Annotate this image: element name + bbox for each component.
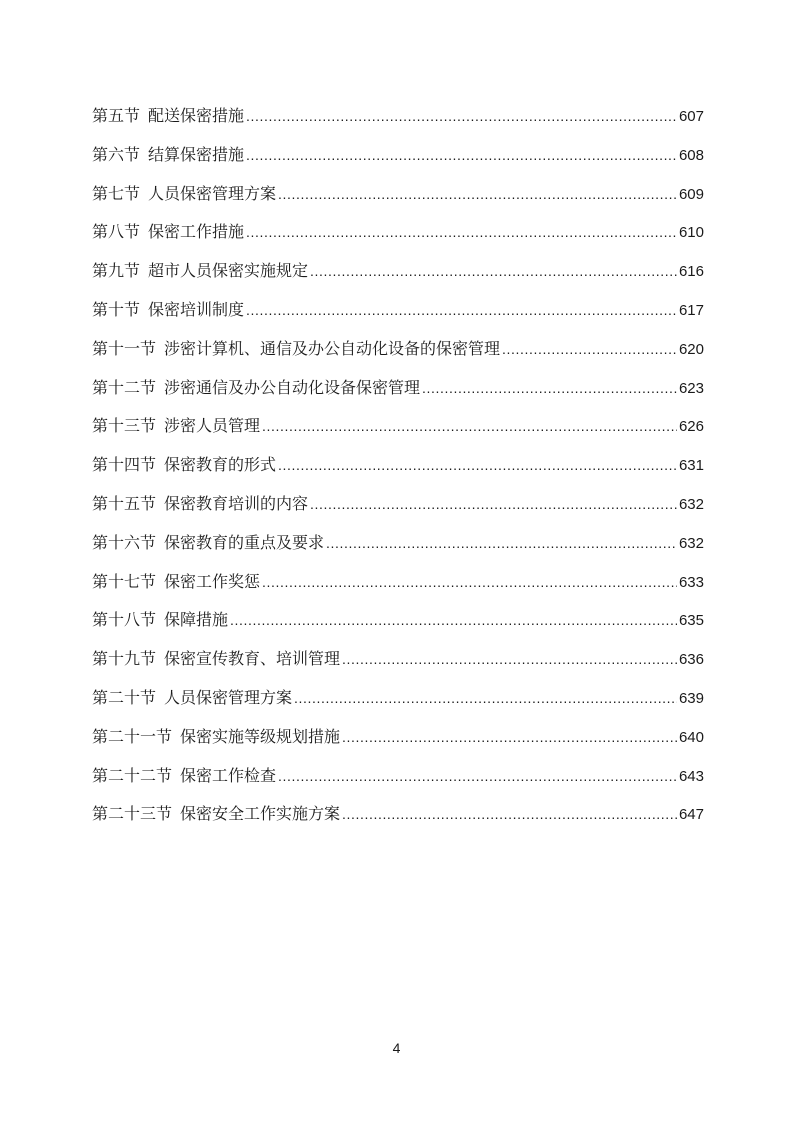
toc-page-number: 609 xyxy=(678,185,704,203)
toc-page-number: 643 xyxy=(678,767,704,785)
toc-entry[interactable] xyxy=(92,679,704,718)
toc-section-number: 第九节 xyxy=(92,261,141,281)
toc-dot-leader xyxy=(246,213,677,252)
toc-section-number: 第十四节 xyxy=(92,455,157,475)
toc-dot-leader xyxy=(278,446,677,485)
toc-section-number: 第七节 xyxy=(92,183,141,203)
toc-section-number: 第二十三节 xyxy=(92,804,173,824)
toc-title: 涉密通信及办公自动化设备保密管理 xyxy=(164,377,421,397)
table-of-contents xyxy=(92,97,704,834)
toc-title: 结算保密措施 xyxy=(148,144,245,164)
toc-entry[interactable] xyxy=(92,213,704,252)
toc-page-number: 610 xyxy=(678,224,704,242)
toc-title: 人员保密管理方案 xyxy=(164,687,293,707)
toc-dot-leader xyxy=(262,407,677,446)
toc-title: 涉密计算机、通信及办公自动化设备的保密管理 xyxy=(164,338,501,358)
toc-page-number: 616 xyxy=(678,263,704,281)
toc-dot-leader xyxy=(310,485,677,524)
toc-page-number: 607 xyxy=(678,108,704,125)
toc-dot-leader xyxy=(342,718,677,757)
toc-dot-leader xyxy=(342,795,677,834)
toc-entry[interactable] xyxy=(92,718,704,757)
toc-page-number: 608 xyxy=(678,146,704,164)
toc-dot-leader xyxy=(246,97,677,136)
toc-page-number: 632 xyxy=(678,534,704,552)
toc-entry[interactable] xyxy=(92,97,704,136)
toc-title: 保障措施 xyxy=(164,610,229,630)
toc-entry[interactable] xyxy=(92,291,704,330)
toc-entry[interactable] xyxy=(92,407,704,446)
toc-title: 人员保密管理方案 xyxy=(148,183,277,203)
toc-section-number: 第五节 xyxy=(92,106,141,125)
toc-section-number: 第十七节 xyxy=(92,571,157,591)
toc-page-number: 639 xyxy=(678,689,704,707)
toc-entry[interactable] xyxy=(92,524,704,563)
toc-page-number: 620 xyxy=(678,340,704,358)
page-number: 4 xyxy=(392,1040,401,1056)
toc-dot-leader xyxy=(246,291,677,330)
toc-title: 保密教育的重点及要求 xyxy=(164,532,325,552)
toc-title: 配送保密措施 xyxy=(148,106,245,125)
toc-dot-leader xyxy=(246,136,677,175)
toc-entry[interactable] xyxy=(92,136,704,175)
toc-dot-leader xyxy=(278,757,677,796)
toc-page-number: 647 xyxy=(678,806,704,824)
toc-page-number: 626 xyxy=(678,418,704,436)
toc-entry[interactable] xyxy=(92,563,704,602)
toc-page-number: 632 xyxy=(678,495,704,513)
toc-dot-leader xyxy=(310,252,677,291)
toc-section-number: 第十节 xyxy=(92,299,141,319)
toc-page-number: 617 xyxy=(678,301,704,319)
toc-title: 保密教育的形式 xyxy=(164,455,277,475)
toc-section-number: 第十八节 xyxy=(92,610,157,630)
toc-title: 保密工作奖惩 xyxy=(164,571,261,591)
toc-dot-leader xyxy=(230,601,677,640)
toc-entry[interactable] xyxy=(92,601,704,640)
toc-entry[interactable] xyxy=(92,485,704,524)
toc-entry[interactable] xyxy=(92,757,704,796)
toc-entry[interactable] xyxy=(92,175,704,214)
toc-page-number: 631 xyxy=(678,457,704,475)
toc-section-number: 第十二节 xyxy=(92,377,157,397)
toc-entry[interactable] xyxy=(92,795,704,834)
toc-page-number: 635 xyxy=(678,612,704,630)
toc-section-number: 第八节 xyxy=(92,222,141,242)
toc-entry[interactable] xyxy=(92,252,704,291)
toc-dot-leader xyxy=(294,679,677,718)
toc-dot-leader xyxy=(502,330,677,369)
toc-title: 超市人员保密实施规定 xyxy=(148,261,309,281)
toc-dot-leader xyxy=(278,175,677,214)
toc-dot-leader xyxy=(422,369,677,408)
toc-title: 保密工作检查 xyxy=(180,765,277,785)
toc-page-number: 623 xyxy=(678,379,704,397)
toc-entry[interactable] xyxy=(92,369,704,408)
toc-section-number: 第十三节 xyxy=(92,416,157,436)
toc-section-number: 第十五节 xyxy=(92,493,157,513)
toc-page-number: 636 xyxy=(678,651,704,669)
toc-section-number: 第十一节 xyxy=(92,338,157,358)
toc-dot-leader xyxy=(262,563,677,602)
toc-entry[interactable] xyxy=(92,640,704,679)
toc-dot-leader xyxy=(326,524,677,563)
toc-title: 保密教育培训的内容 xyxy=(164,493,309,513)
toc-title: 保密宣传教育、培训管理 xyxy=(164,649,341,669)
toc-title: 涉密人员管理 xyxy=(164,416,261,436)
toc-section-number: 第二十二节 xyxy=(92,765,173,785)
toc-title: 保密工作措施 xyxy=(148,222,245,242)
toc-section-number: 第十九节 xyxy=(92,649,157,669)
toc-dot-leader xyxy=(342,640,677,679)
toc-section-number: 第十六节 xyxy=(92,532,157,552)
toc-title: 保密培训制度 xyxy=(148,299,245,319)
toc-section-number: 第二十节 xyxy=(92,687,157,707)
toc-section-number: 第六节 xyxy=(92,144,141,164)
toc-entry[interactable] xyxy=(92,330,704,369)
toc-page-number: 640 xyxy=(678,728,704,746)
toc-section-number: 第二十一节 xyxy=(92,726,173,746)
toc-title: 保密安全工作实施方案 xyxy=(180,804,341,824)
toc-page-number: 633 xyxy=(678,573,704,591)
toc-title: 保密实施等级规划措施 xyxy=(180,726,341,746)
toc-entry[interactable] xyxy=(92,446,704,485)
